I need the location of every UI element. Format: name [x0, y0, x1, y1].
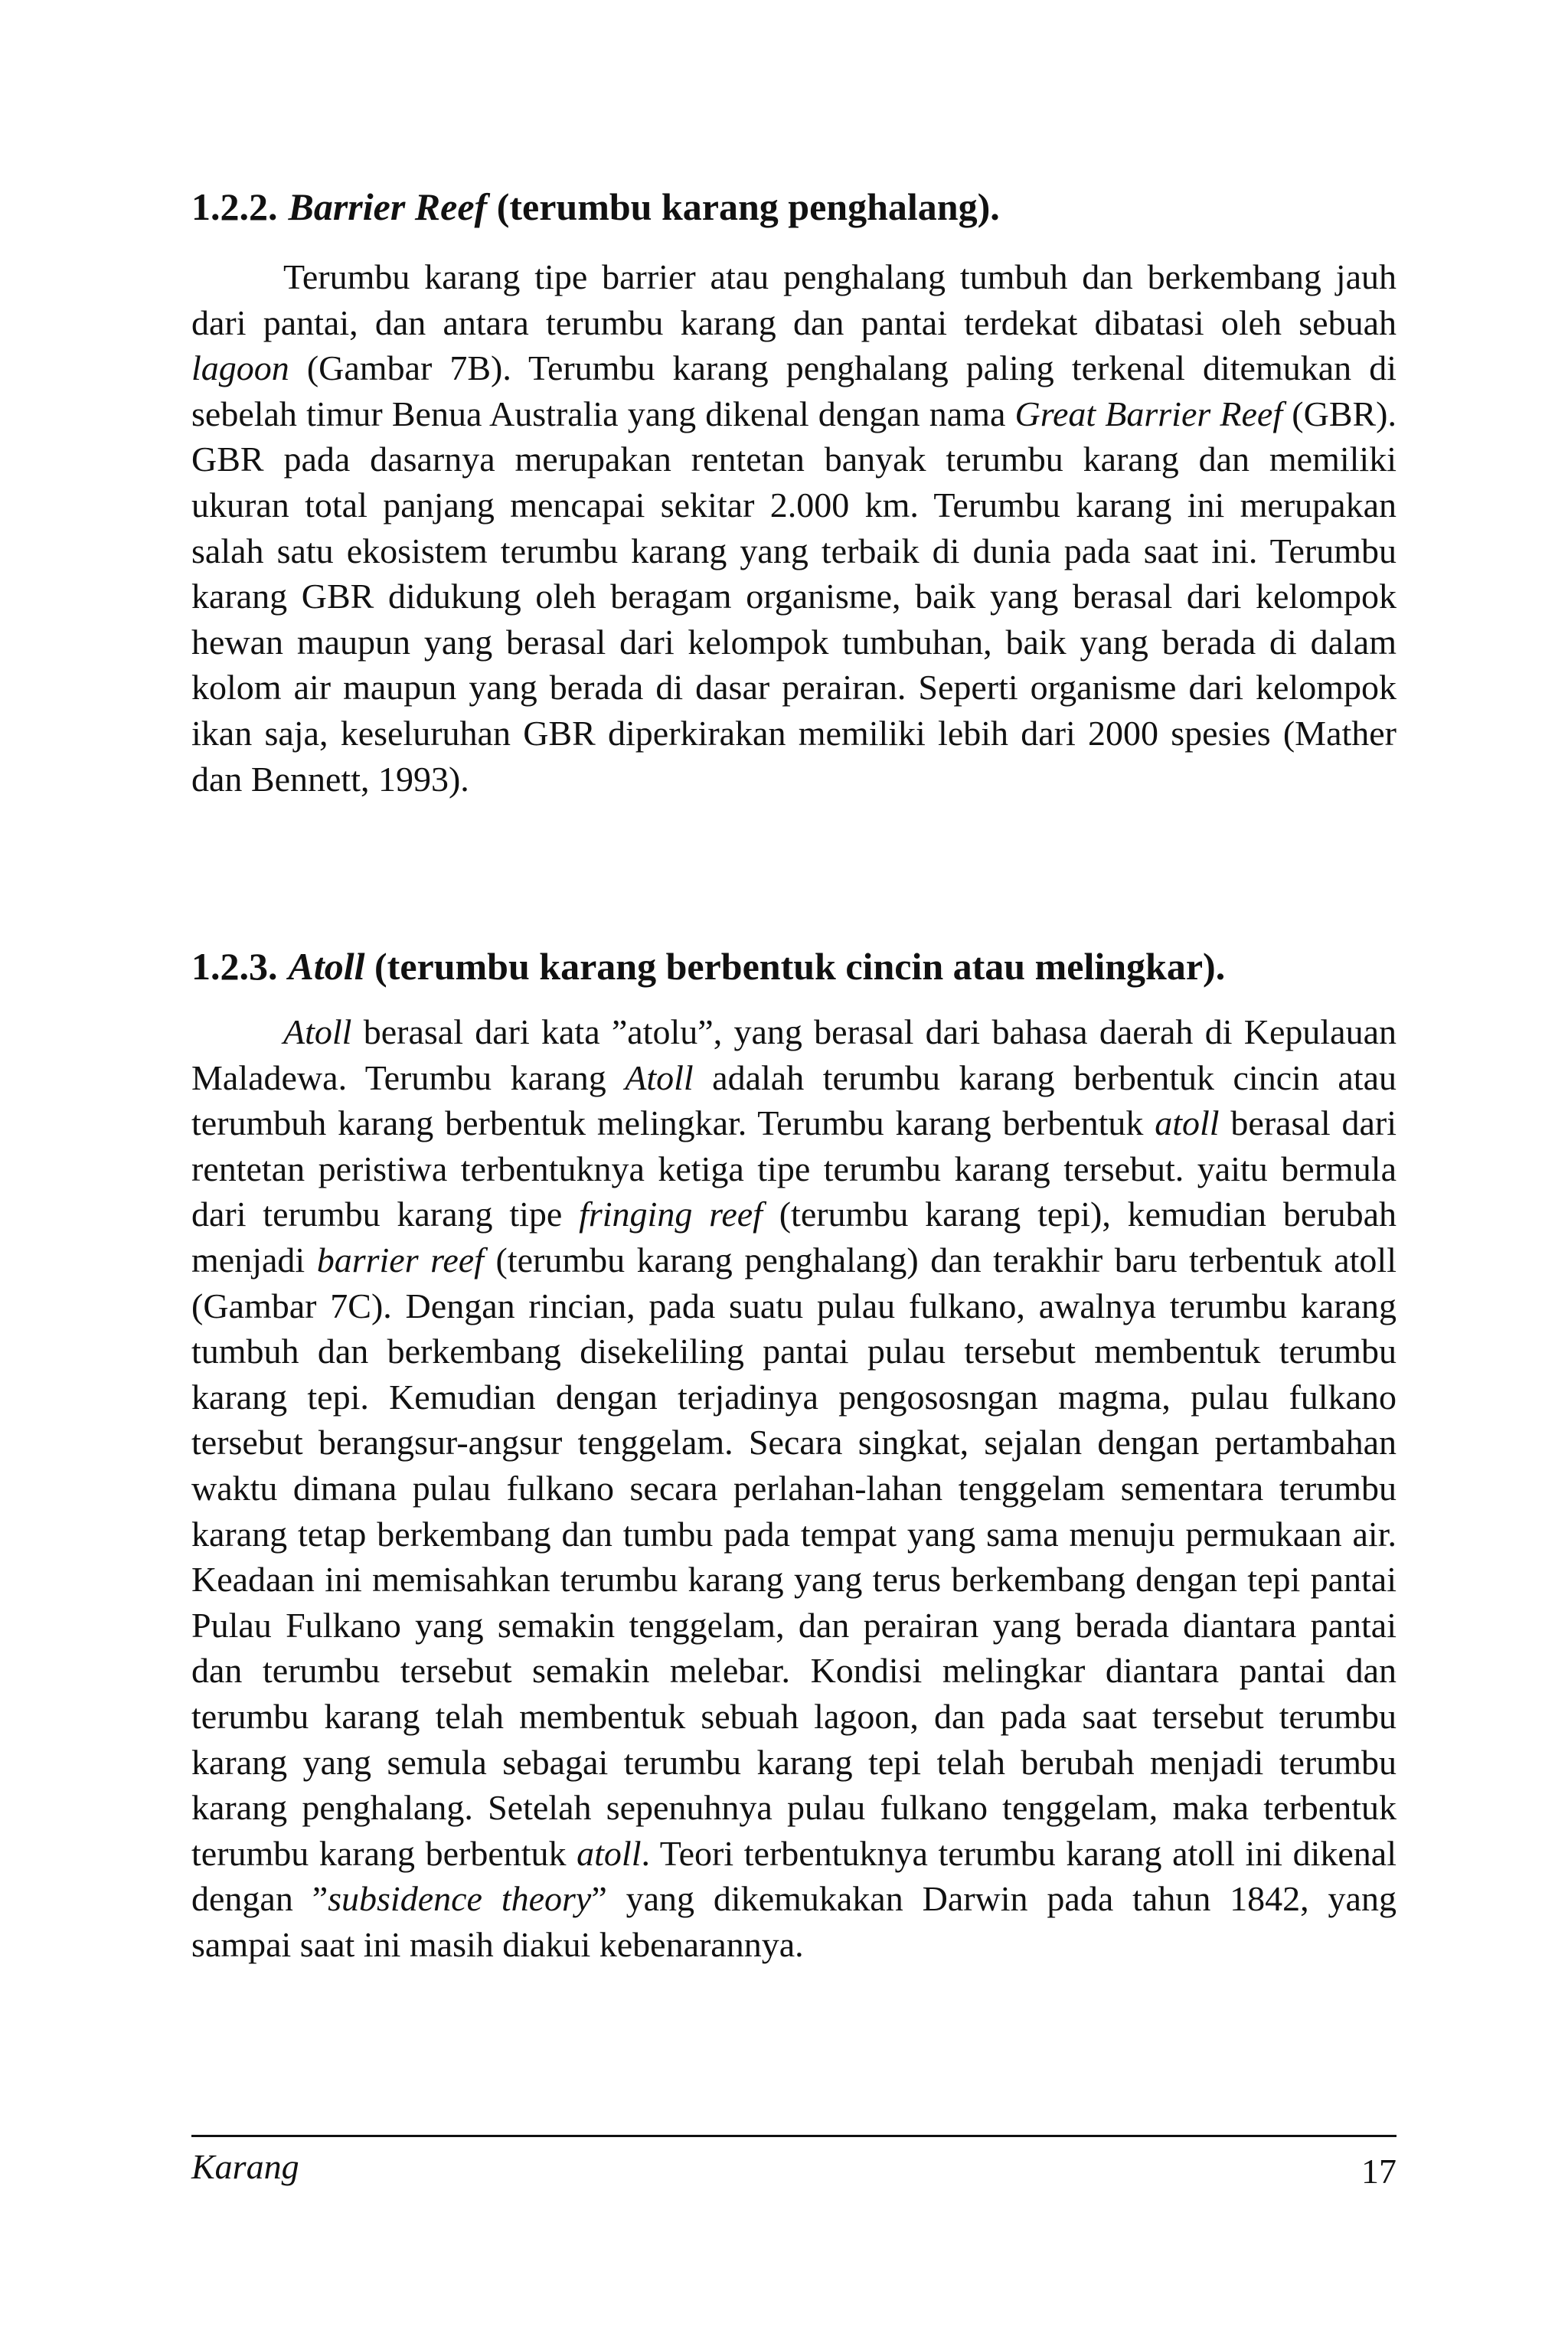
section-title-italic: Atoll: [288, 945, 365, 988]
text-run-italic: fringing reef: [579, 1195, 763, 1234]
paragraph-barrier-reef: [191, 254, 1396, 802]
document-page: [191, 0, 1396, 2327]
text-run: (terumbu karang tepi), kemudian berubah menjadi: [191, 1195, 1396, 1280]
text-run: Terumbu karang tipe barrier atau penghalang tumbuh dan berkembang jauh dari pantai, dan antara terumbu karang dan pantai terdekat dibatasi oleh sebuah: [191, 257, 1396, 342]
section-title-rest: (terumbu karang penghalang).: [487, 185, 1000, 228]
paragraph-atoll: [191, 1009, 1396, 1967]
text-run-italic: Great Barrier Reef: [1014, 394, 1283, 433]
text-run-italic: Atoll: [283, 1012, 352, 1051]
text-run: ” yang dikemukakan Darwin pada tahun 1842, yang sampai saat ini masih diakui kebenarannya.: [191, 1879, 1396, 1964]
text-run-italic: barrier reef: [316, 1240, 484, 1280]
text-run-italic: Atoll: [625, 1057, 694, 1097]
section-heading-atoll: [191, 943, 1396, 989]
section-title-italic: Barrier Reef: [288, 185, 488, 228]
text-run: berasal dari rentetan peristiwa terbentuknya ketiga tipe terumbu karang tersebut. yaitu bermula dari terumbu karang tipe: [191, 1103, 1396, 1234]
text-run: (Gambar 7B). Terumbu karang penghalang paling terkenal ditemukan di sebelah timur Benua Australia yang dikenal dengan nama: [191, 348, 1396, 433]
text-run: adalah terumbu karang berbentuk cincin atau terumbuh karang berbentuk melingkar. Terumbu karang berbentuk: [191, 1057, 1397, 1143]
running-footer-title: Karang: [191, 2147, 299, 2186]
page-number: 17: [1361, 2152, 1396, 2191]
section-title-rest: (terumbu karang berbentuk cincin atau melingkar).: [364, 945, 1226, 988]
text-run: berasal dari kata ”atolu”, yang berasal dari bahasa daerah di Kepulauan Maladewa. Terumbu karang: [191, 1012, 1396, 1097]
text-run-italic: subsidence theory: [328, 1879, 592, 1919]
section-heading-barrier-reef: [191, 184, 1396, 230]
section-number: 1.2.3.: [191, 945, 278, 988]
text-run-italic: lagoon: [191, 348, 289, 388]
text-run: (terumbu karang penghalang) dan terakhir baru terbentuk atoll (Gambar 7C). Dengan rincian, pada suatu pulau fulkano, awalnya terumbu karang tumbuh dan berkembang disekeliling pantai pulau tersebut membentuk terumbu karang tepi. Kemudian dengan terjadinya pengososngan magma, pulau fulkano tersebut berangsur-angsur tenggelam. Secara singkat, sejalan dengan pertambahan waktu dimana pulau fulkano secara perlahan-lahan tenggelam sementara terumbu karang tetap berkembang dan tumbu pada tempat yang sama menuju permukaan air. Keadaan ini memisahkan terumbu karang yang terus berkembang dengan tepi pantai Pulau Fulkano yang semakin tenggelam, dan perairan yang berada diantara pantai dan terumbu tersebut semakin melebar. Kondisi melingkar diantara pantai dan terumbu karang telah membentuk sebuah lagoon, dan pada saat tersebut terumbu karang yang semula sebagai terumbu karang tepi telah berubah menjadi terumbu karang penghalang. Setelah sepenuhnya pulau fulkano tenggelam, maka terbentuk terumbu karang berbentuk: [191, 1240, 1396, 1873]
section-number: 1.2.2.: [191, 185, 278, 228]
text-run-italic: atoll: [577, 1833, 642, 1873]
text-run: . Teori terbentuknya terumbu karang atoll ini dikenal dengan ”: [191, 1833, 1396, 1919]
text-run-italic: atoll: [1155, 1103, 1220, 1143]
footer-divider: [191, 2135, 1396, 2137]
text-run: (GBR). GBR pada dasarnya merupakan rentetan banyak terumbu karang dan memiliki ukuran total panjang mencapai sekitar 2.000 km. Terumbu karang ini merupakan salah satu ekosistem terumbu karang yang terbaik di dunia pada saat ini. Terumbu karang GBR didukung oleh beragam organisme, baik yang berasal dari kelompok hewan maupun yang berasal dari kelompok tumbuhan, baik yang berada di dalam kolom air maupun yang berada di dasar perairan. Seperti organisme dari kelompok ikan saja, keseluruhan GBR diperkirakan memiliki lebih dari 2000 spesies (Mather dan Bennett, 1993).: [191, 394, 1396, 799]
